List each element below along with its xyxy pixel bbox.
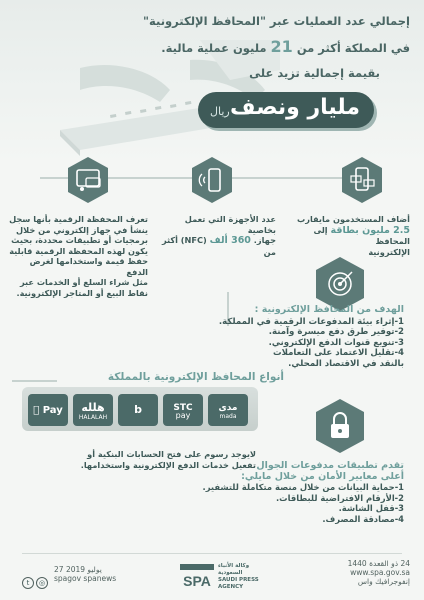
total-value-amount: مليار ونصف [230,95,360,120]
mada-chip [208,394,248,426]
wallet-types-title: أنواع المحافظ الإلكترونية بالمملكة [107,371,284,383]
stc-label: STC [173,403,193,413]
twitter-icon[interactable]: t [22,577,34,589]
definition-line: مثل شراء السلع أو الخدمات عبر [19,277,148,287]
security-title-line: تقدم تطبيقات مدفوعات الجوال [256,460,404,471]
stat-users-line-1: أضاف المستخدمون مايقارب [297,214,410,224]
footer-source-info [348,559,410,586]
hero-line-3: بقيمة إجمالية تزيد على [249,66,380,80]
wallet-b-label: b [134,403,142,416]
apple-pay-label: Pay [37,405,59,416]
footer-hijri-date: 24 ذو القعدة 1440 [347,559,410,568]
definition-line: برمجيات أو تطبيقات محددة، بحيث [11,235,148,245]
lock-icon [314,398,366,454]
agency-line: وكالة الأنباء [218,563,250,569]
spa-agency-name [218,563,288,591]
goal-item: 1-إثراء بيئة المدفوعات الرقمية في المملكة. [218,316,404,327]
halalah-sub: HALALAH [78,414,108,421]
wallet-b-chip [118,394,158,426]
halalah-label: هلله [81,401,105,414]
mada-label: مدى [218,403,238,413]
hero-text-block [80,14,410,86]
definition-line: نقاط البيع أو المتاجر الإلكترونية. [16,287,148,298]
fees-note-line: لايوجد رسوم على فتح الحسابات البنكية أو [87,449,256,459]
goal-item: 2-توفير طرق دفع ميسرة وآمنة. [268,327,404,337]
wallet-fees-note [26,449,256,470]
stat-users-line-2 [290,225,410,247]
spa-logo-icon [178,560,216,592]
stat-devices-suffix: جهاز. [253,235,276,245]
goal-item: بالنقد في الاقتصاد المحلي. [288,358,404,369]
nfc-device-icon [190,156,234,204]
svg-text:SPA: SPA [183,573,211,589]
stc-pay-chip [163,394,203,426]
stat-users-highlight: 2.5 مليون بطاقة [330,224,410,236]
agency-line: AGENCY [218,584,244,590]
stat-users-cards [290,214,410,257]
stat-devices-highlight: 360 ألف [209,235,251,246]
wallet-definition [8,214,148,298]
security-item: 3-قفل الشاشة. [338,503,404,513]
total-value-currency: ريال [210,105,230,118]
agency-line: SAUDI PRESS [218,577,259,583]
goal-item: 4-تقليل الاعتماد على التعاملات [272,348,404,358]
stat-devices-line-2 [156,235,276,257]
hero-line-2-prefix: في المملكة أكثر من [296,41,410,55]
wallet-types-rule [12,380,57,382]
fees-note-line: تفعيل خدمات الدفع الإلكترونية واستخدامها. [80,459,256,470]
footer-credit: إنفوجرافيك واس [357,577,410,586]
halalah-chip [73,394,113,426]
footer-website: www.spa.gov.sa [350,568,410,577]
security-item: 4-مصادقة المصرف. [322,513,404,524]
hero-line-2 [80,39,410,56]
agency-line: السعودية [218,570,243,576]
security-item: 1-حماية البيانات من خلال منصة متكاملة للتشفير. [202,482,404,492]
stat-nfc-devices [156,214,276,257]
mada-sub: mada [219,413,237,420]
hero-transactions-count: 21 [270,37,293,56]
security-block [202,460,404,524]
digital-wallet-icon [66,156,110,204]
footer-social [54,565,116,583]
stat-devices-line-1: عدد الأجهزة التي تعمل بخاصية [184,214,276,235]
stc-pay-sub: pay [175,411,191,420]
footer-handles: spagov spanews [54,574,117,583]
stat-users-line-2-rest: إلى المحافظ [313,224,410,246]
goals-block [204,305,404,369]
hero-line-2-suffix: مليون عملية مالية. [161,41,267,55]
apple-pay-chip [28,394,68,426]
goal-item: 3-تنويع قنوات الدفع الإلكتروني. [268,337,404,348]
mobile-cards-icon [340,156,384,204]
definition-line: يكون لهذه المحفظة الرقمية قابلية [9,245,148,256]
footer-divider [22,553,402,554]
security-item: 2-الأرقام الافتراضية للبطاقات. [275,492,404,503]
definition-line: ينشأ في جهاز إلكتروني من خلال [16,224,148,235]
security-title-line: أعلى معايير الأمان من خلال مايلي: [241,470,404,482]
stat-devices-prefix: (NFC) أكثر من [161,235,276,257]
hero-line-1: إجمالي عدد العمليات عبر "المحافظ الإلكترونية" [143,14,410,28]
instagram-icon[interactable]: ◎ [36,577,48,589]
definition-line: تعرف المحفظة الرقمية بأنها سجل [9,214,148,224]
total-value-pill [198,92,374,128]
goals-title: الهدف من المحافظ الإلكترونية : [254,304,404,315]
definition-line: حفظ قيمة واستخدامها لغرض الدفع [29,256,148,277]
stat-users-line-3: الإلكترونية [368,246,410,257]
footer-gregorian-date: 27 يوليو 2019 [54,565,102,574]
